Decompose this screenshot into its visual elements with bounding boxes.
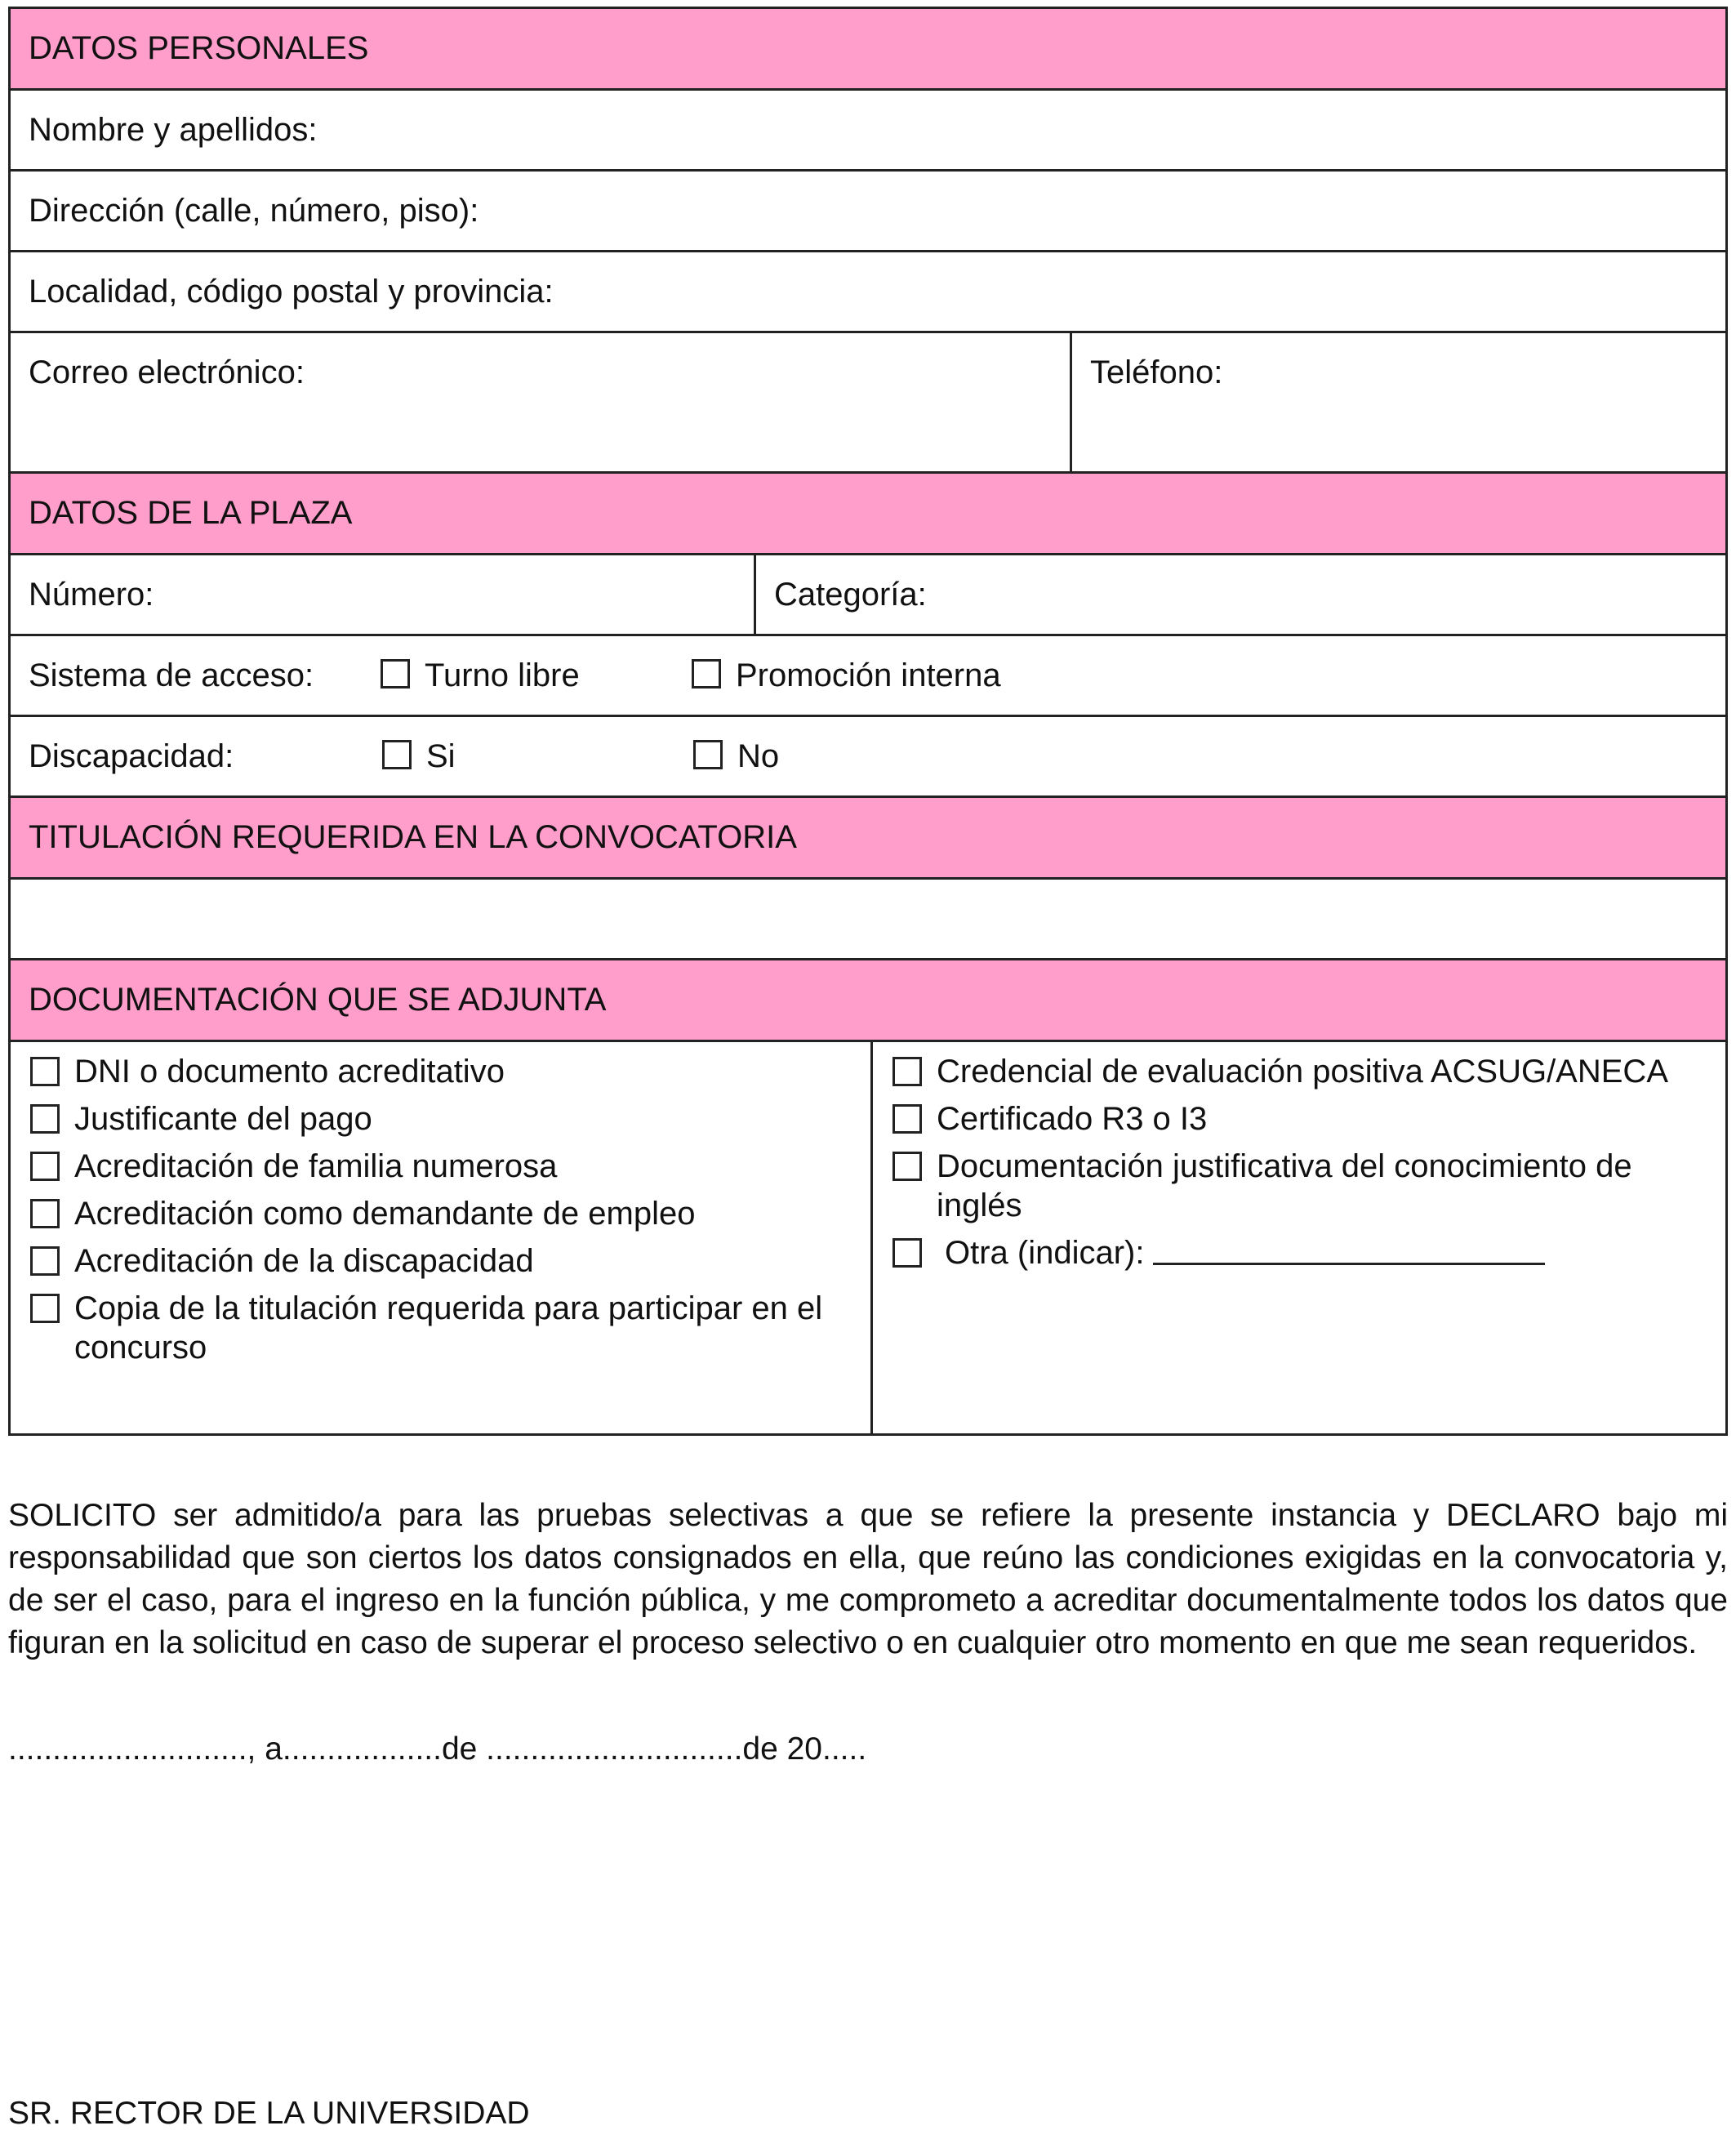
doc-label: Acreditación de familia numerosa — [74, 1148, 558, 1184]
section-title: DOCUMENTACIÓN QUE SE ADJUNTA — [29, 982, 607, 1018]
section-title: DATOS DE LA PLAZA — [29, 495, 353, 531]
docs-checklist — [11, 1042, 1725, 1436]
doc-item-disability[interactable] — [30, 1241, 870, 1281]
access-label: Sistema de acceso: — [29, 657, 314, 693]
category-field[interactable] — [754, 555, 1725, 634]
locality-label: Localidad, código postal y provincia: — [29, 274, 554, 310]
addressee: SR. RECTOR DE LA UNIVERSIDAD — [8, 2096, 530, 2131]
checkbox[interactable] — [30, 1294, 60, 1323]
doc-label: Otra (indicar): — [945, 1235, 1145, 1271]
doc-label: Credencial de evaluación positiva ACSUG/ANECA — [937, 1054, 1668, 1090]
number-field[interactable] — [11, 555, 754, 634]
doc-label: Copia de la titulación requerida para participar en el concurso — [74, 1290, 823, 1366]
disability-label: Discapacidad: — [29, 738, 234, 774]
option-label: No — [737, 738, 780, 774]
docs-column-right — [870, 1042, 1725, 1433]
email-field[interactable] — [11, 333, 1070, 471]
section-position-data — [11, 474, 1725, 555]
number-label: Número: — [29, 577, 154, 613]
checkbox[interactable] — [382, 740, 412, 769]
checkbox[interactable] — [693, 740, 723, 769]
doc-item-degree-copy[interactable] — [30, 1289, 870, 1367]
name-field[interactable] — [11, 91, 1725, 172]
option-label: Si — [426, 738, 456, 774]
checkbox[interactable] — [892, 1104, 922, 1134]
disability-option-no[interactable] — [693, 717, 779, 795]
other-input-line[interactable] — [1153, 1233, 1545, 1265]
phone-label: Teléfono: — [1090, 354, 1223, 390]
section-title: DATOS PERSONALES — [29, 30, 369, 66]
doc-item-large-family[interactable] — [30, 1147, 870, 1186]
section-required-degree — [11, 798, 1725, 880]
checkbox[interactable] — [892, 1152, 922, 1181]
doc-item-other[interactable] — [892, 1233, 1725, 1272]
doc-item-dni[interactable] — [30, 1052, 870, 1091]
name-label: Nombre y apellidos: — [29, 112, 318, 148]
doc-item-credential[interactable] — [892, 1052, 1725, 1091]
doc-item-certificate[interactable] — [892, 1099, 1725, 1139]
doc-item-job-seeker[interactable] — [30, 1194, 870, 1233]
checkbox[interactable] — [30, 1104, 60, 1134]
access-system-row — [11, 636, 1725, 717]
option-label: Turno libre — [425, 657, 580, 693]
checkbox[interactable] — [381, 659, 410, 688]
doc-label: Justificante del pago — [74, 1101, 372, 1137]
doc-item-payment[interactable] — [30, 1099, 870, 1139]
doc-label: Acreditación como demandante de empleo — [74, 1196, 696, 1232]
section-personal-data — [11, 9, 1725, 91]
address-label: Dirección (calle, número, piso): — [29, 193, 479, 229]
checkbox[interactable] — [30, 1057, 60, 1086]
disability-row — [11, 717, 1725, 798]
declaration-text: SOLICITO ser admitido/a para las pruebas selectivas a que se refiere la presente instancia y DECLARO bajo mi responsabilidad que son ciertos los datos consignados en ella, que reúno las condiciones exigidas en la convocatoria y, de ser el caso, para el ingreso en la función pública, y me comprometo a acreditar documentalmente todos los datos que figuran en la solicitud en caso de superar el proceso selectivo o en cualquier otro momento en que me sean requeridos. — [8, 1498, 1728, 1660]
docs-column-left — [11, 1042, 870, 1433]
category-label: Categoría: — [774, 577, 927, 613]
application-form — [8, 7, 1728, 1436]
disability-option-yes[interactable] — [382, 717, 456, 795]
email-label: Correo electrónico: — [29, 354, 305, 390]
access-option-free[interactable] — [381, 636, 580, 715]
checkbox[interactable] — [30, 1246, 60, 1276]
checkbox[interactable] — [30, 1199, 60, 1228]
checkbox[interactable] — [892, 1238, 922, 1268]
phone-field[interactable] — [1070, 333, 1725, 471]
locality-field[interactable] — [11, 252, 1725, 333]
section-attached-docs — [11, 960, 1725, 1042]
date-place-line: ..........................., a..................de .............................de 20..... — [8, 1731, 867, 1767]
degree-field[interactable] — [11, 880, 1725, 960]
contact-row — [11, 333, 1725, 474]
doc-label: Documentación justificativa del conocimiento de inglés — [937, 1148, 1632, 1223]
doc-label: Certificado R3 o I3 — [937, 1101, 1208, 1137]
doc-item-english[interactable] — [892, 1147, 1725, 1225]
checkbox[interactable] — [692, 659, 721, 688]
checkbox[interactable] — [892, 1057, 922, 1086]
address-field[interactable] — [11, 172, 1725, 252]
checkbox[interactable] — [30, 1152, 60, 1181]
doc-label: DNI o documento acreditativo — [74, 1054, 505, 1090]
section-title: TITULACIÓN REQUERIDA EN LA CONVOCATORIA — [29, 819, 797, 855]
option-label: Promoción interna — [736, 657, 1001, 693]
position-row — [11, 555, 1725, 636]
doc-label: Acreditación de la discapacidad — [74, 1243, 534, 1279]
access-option-internal[interactable] — [692, 636, 1001, 715]
